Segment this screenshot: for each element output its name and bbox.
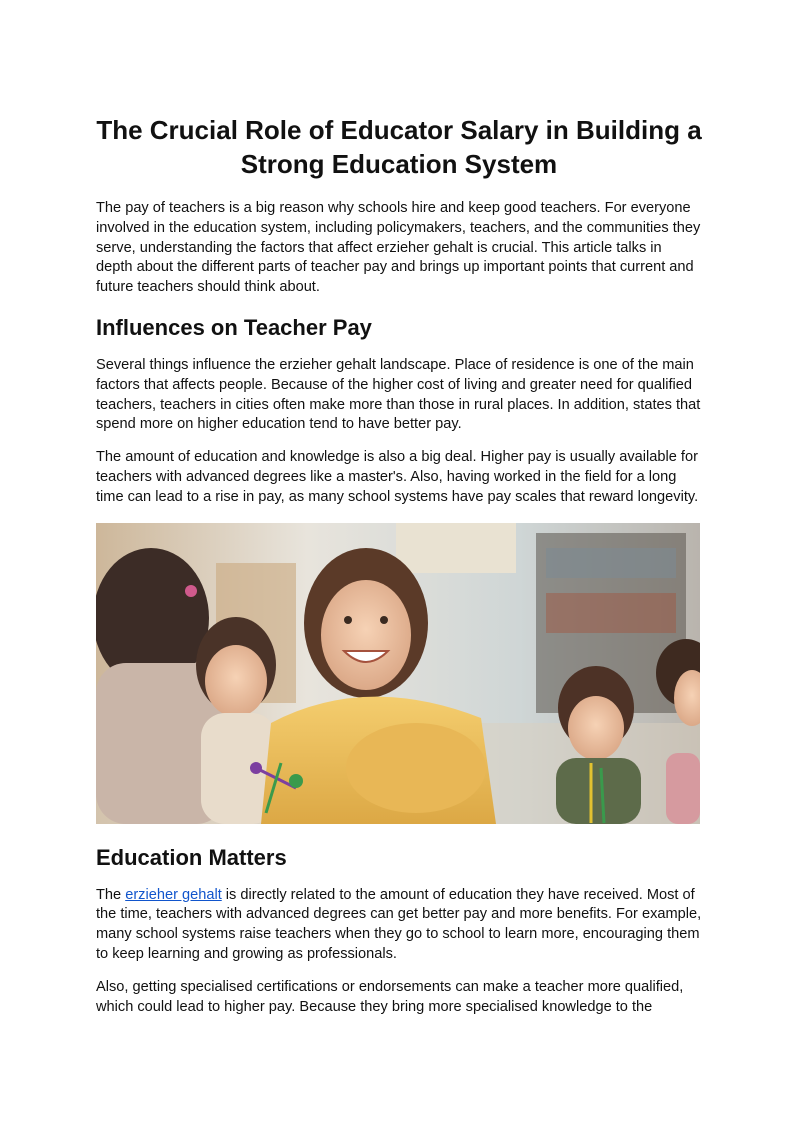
education-paragraph-1 [96,886,702,965]
erzieher-gehalt-link[interactable]: erzieher gehalt [125,886,222,903]
classroom-photo [96,523,700,824]
intro-paragraph: The pay of teachers is a big reason why schools hire and keep good teachers. For everyone involved in the education system, including policymakers, teachers, and the communities they serve, understanding the factors that affect erzieher gehalt is crucial. This article talks in depth about the different parts of teacher pay and brings up important points that current and future teachers should think about. [96,200,701,296]
education-paragraph-1-rest: is directly related to the amount of education they have received. Most of the time, teachers with advanced degrees can get better pay and more benefits. For example, many school systems raise teachers when they go to school to learn more, encouraging them to keep learning and growing as professionals. [96,886,702,962]
education-paragraph-1-lead: The [96,886,126,903]
article-title: The Crucial Role of Educator Salary in Building a Strong Education System [96,115,702,179]
influences-paragraph-2: The amount of education and knowledge is also a big deal. Higher pay is usually available for teachers with advanced degrees like a master's. Also, having worked in the field for a long time can lead to a rise in pay, as many school systems have pay scales that reward longevity. [96,449,699,505]
teacher-children-illustration [96,523,700,824]
education-paragraph-2: Also, getting specialised certifications or endorsements can make a teacher more qualified, which could lead to higher pay. Because they bring more specialised knowledge to the [96,978,684,1015]
section-heading-influences: Influences on Teacher Pay [96,314,372,340]
section-heading-education: Education Matters [96,844,287,870]
document-page [96,113,702,1017]
influences-paragraph-1: Several things influence the erzieher gehalt landscape. Place of residence is one of the main factors that affects people. Because of the higher cost of living and greater need for qualified teachers, teachers in cities often make more than those in rural places. In addition, states that spend more on higher education tend to have better pay. [96,356,701,433]
